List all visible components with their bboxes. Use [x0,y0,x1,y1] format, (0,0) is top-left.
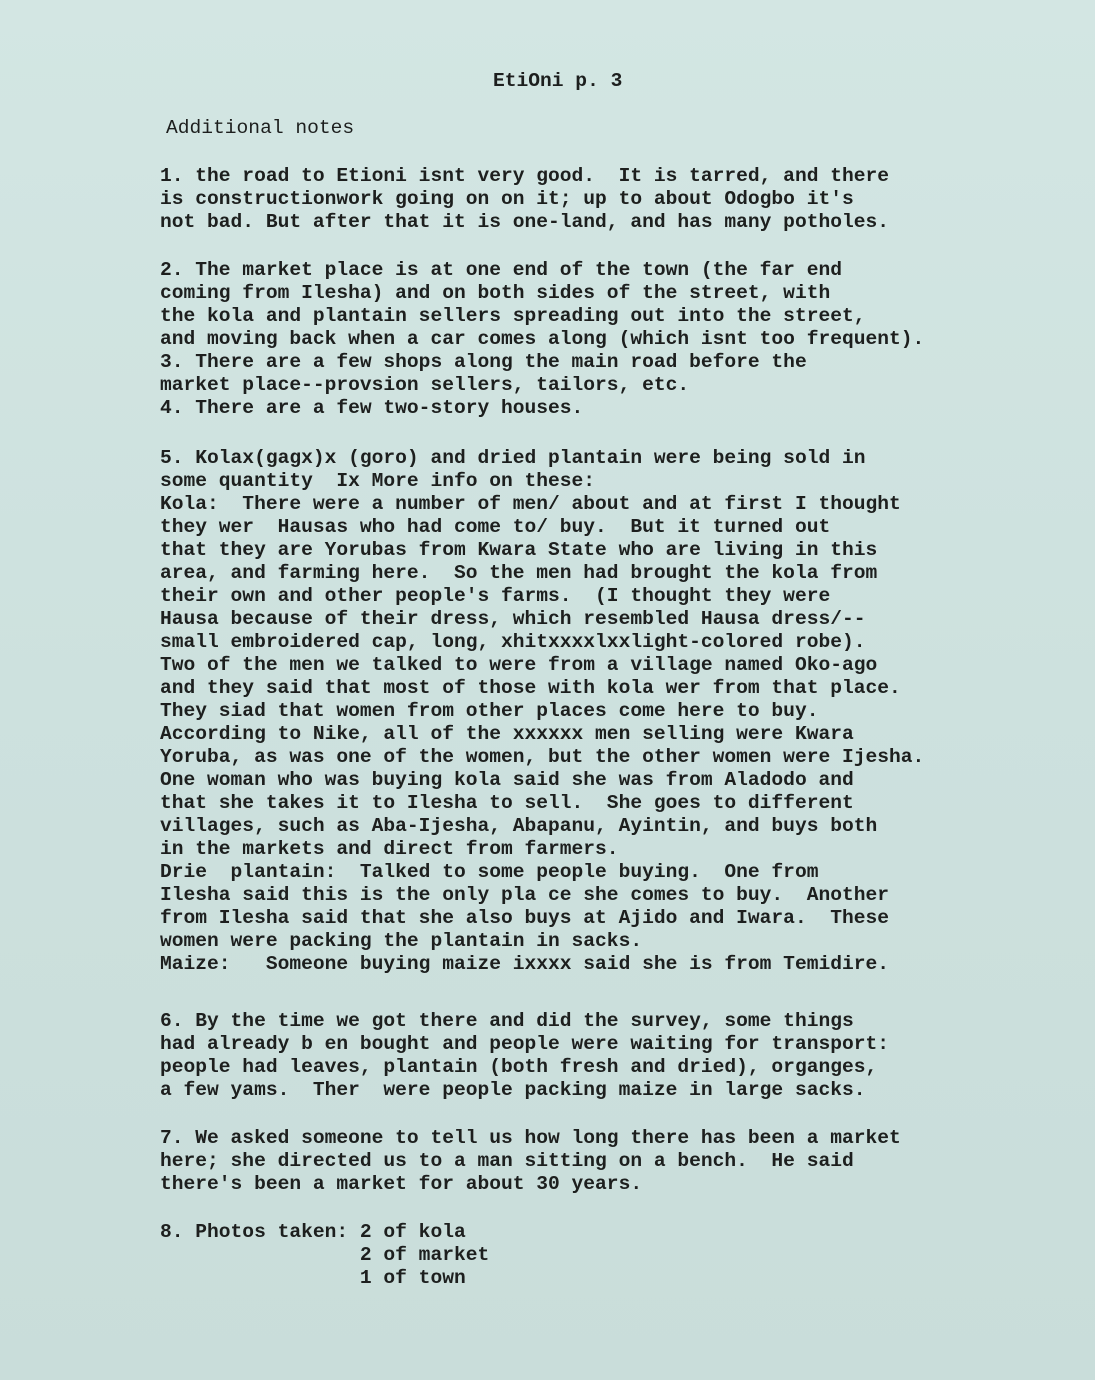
note-line: Two of the men we talked to were from a village named Oko-ago [160,654,878,676]
note-line: Kola: There were a number of men/ about and at first I thought [160,493,901,515]
note-line: is constructionwork going on on it; up to about Odogbo it's [160,188,854,210]
note-line: 4. There are a few two-story houses. [160,397,584,419]
note-line: 8. Photos taken: 2 of kola [160,1221,466,1243]
note-line: that they are Yorubas from Kwara State who are living in this [160,539,878,561]
note-line: that she takes it to Ilesha to sell. She goes to different [160,792,854,814]
note-line: 1 of town [160,1267,466,1289]
note-line: and moving back when a car comes along (which isnt too frequent). [160,328,925,350]
note-line: their own and other people's farms. (I thought they were [160,585,831,607]
note-line: They siad that women from other places come here to buy. [160,700,819,722]
note-line: from Ilesha said that she also buys at Ajido and Iwara. These [160,907,890,929]
note-line: 1. the road to Etioni isnt very good. It is tarred, and there [160,165,890,187]
note-line: had already b en bought and people were waiting for transport: [160,1033,890,1055]
note-line: Maize: Someone buying maize ixxxx said she is from Temidire. [160,953,890,975]
note-line: and they said that most of those with kola wer from that place. [160,677,901,699]
note-line: Hausa because of their dress, which resembled Hausa dress/-- [160,608,866,630]
note-line: 2 of market [160,1244,490,1266]
note-line: Ilesha said this is the only pla ce she comes to buy. Another [160,884,890,906]
section-heading: Additional notes [166,117,355,139]
note-line: small embroidered cap, long, xhitxxxxlxxlight-colored robe). [160,631,866,653]
note-line: they wer Hausas who had come to/ buy. But it turned out [160,516,831,538]
note-line: coming from Ilesha) and on both sides of the street, with [160,282,831,304]
note-8 [160,1221,1090,1331]
note-line: 7. We asked someone to tell us how long there has been a market [160,1127,901,1149]
note-line: According to Nike, all of the xxxxxx men selling were Kwara [160,723,854,745]
note-line: 6. By the time we got there and did the survey, some things [160,1010,854,1032]
note-line: 5. Kolax(gagx)x (goro) and dried plantain were being sold in [160,447,866,469]
note-line: some quantity Ix More info on these: [160,470,596,492]
note-line: 2. The market place is at one end of the town (the far end [160,259,842,281]
note-line: One woman who was buying kola said she was from Aladodo and [160,769,854,791]
note-line: a few yams. Ther were people packing maize in large sacks. [160,1079,866,1101]
note-line: villages, such as Aba-Ijesha, Abapanu, Ayintin, and buys both [160,815,878,837]
note-line: Yoruba, as was one of the women, but the other women were Ijesha. [160,746,925,768]
note-line: not bad. But after that it is one-land, and has many potholes. [160,211,890,233]
note-line: here; she directed us to a man sitting on a bench. He said [160,1150,854,1172]
note-line: 3. There are a few shops along the main road before the [160,351,807,373]
note-line: women were packing the plantain in sacks. [160,930,643,952]
note-line: the kola and plantain sellers spreading out into the street, [160,305,866,327]
note-2 [160,259,1090,457]
note-line: Drie plantain: Talked to some people buying. One from [160,861,819,883]
page-title: EtiOni p. 3 [493,70,623,92]
note-line: people had leaves, plantain (both fresh and dried), organges, [160,1056,878,1078]
note-6 [160,1010,1090,1142]
note-5 [160,447,1090,997]
note-line: there's been a market for about 30 years. [160,1173,643,1195]
note-line: market place--provsion sellers, tailors, etc. [160,374,690,396]
note-line: area, and farming here. So the men had brought the kola from [160,562,878,584]
note-line: in the markets and direct from farmers. [160,838,619,860]
